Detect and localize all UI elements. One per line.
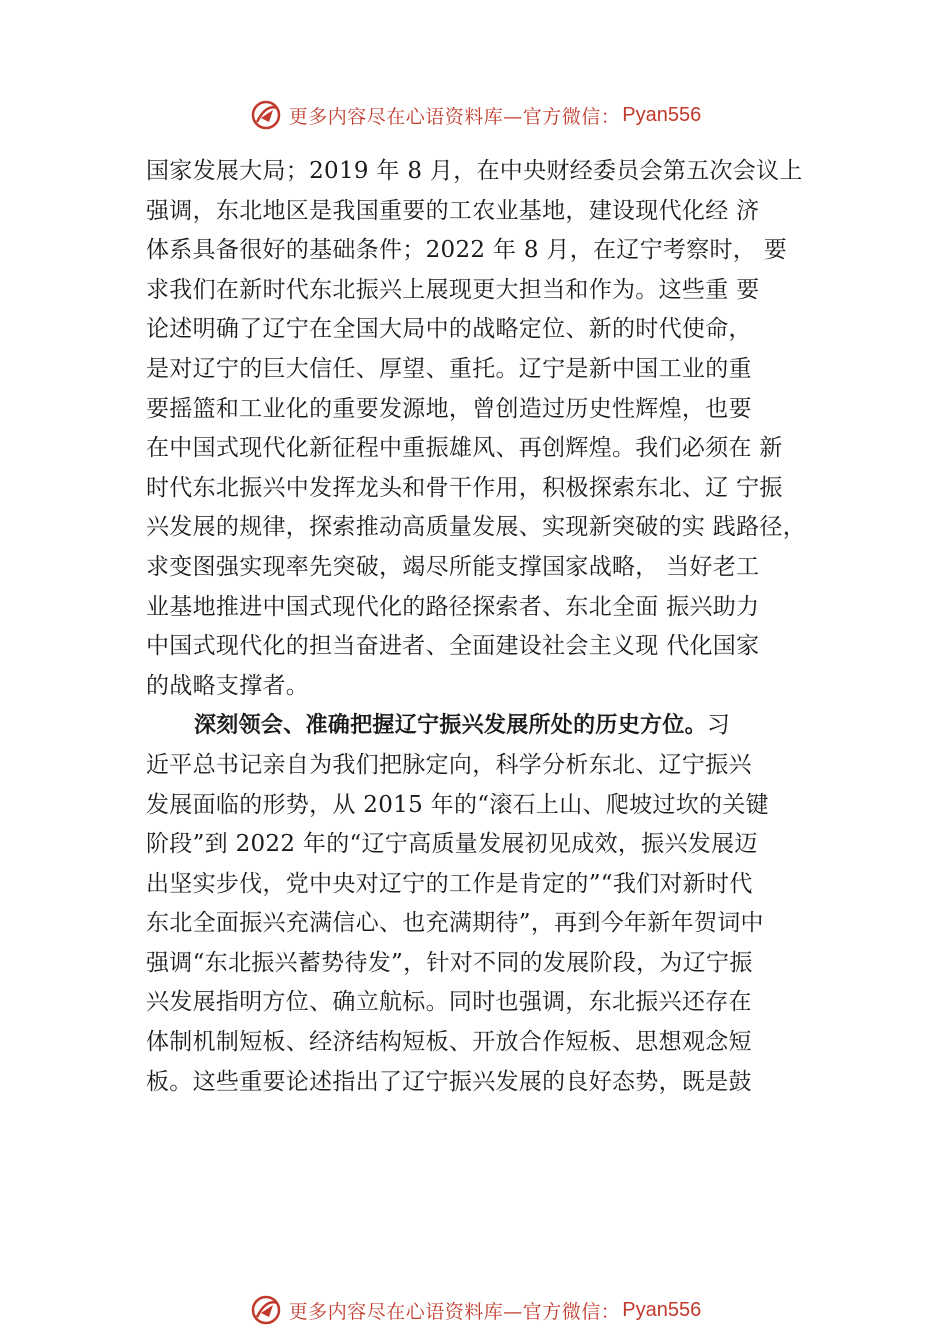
text-line: 论述明确了辽宁在全国大局中的战略定位、新的时代使命，	[146, 316, 752, 343]
text-line: 兴发展指明方位、确立航标。同时也强调，东北振兴还存在	[146, 989, 752, 1016]
section-heading: 深刻领会、准确把握辽宁振兴发展所处的历史方位。	[194, 713, 707, 739]
text-line: 体系具备很好的基础条件；2022 年 8 月，在辽宁考察时， 要	[146, 237, 788, 264]
text-line: 东北全面振兴充满信心、也充满期待”，再到今年新年贺词中	[146, 910, 764, 937]
text-line: 时代东北振兴中发挥龙头和骨干作用，积极探索东北、辽 宁振	[146, 474, 783, 501]
document-body	[146, 152, 846, 1102]
text-line: 是对辽宁的巨大信任、厚望、重托。辽宁是新中国工业的重	[146, 355, 752, 382]
paragraph-1	[146, 152, 846, 706]
footer-text: 更多内容尽在心语资料库—官方微信：	[288, 1300, 621, 1323]
text-fragment: 习	[706, 712, 731, 739]
paragraph-2-first-line	[146, 706, 846, 746]
text-line: 要摇篮和工业化的重要发源地，曾创造过历史性辉煌，也要	[146, 395, 752, 422]
text-line: 强调“东北振兴蓄势待发”，针对不同的发展阶段，为辽宁振	[146, 949, 753, 976]
text-line: 的战略支撑者。	[146, 672, 310, 699]
text-line: 出坚实步伐，党中央对辽宁的工作是肯定的”“我们对新时代	[146, 870, 753, 897]
text-line: 在中国式现代化新征程中重振雄风、再创辉煌。我们必须在 新	[146, 435, 783, 462]
text-line: 业基地推进中国式现代化的路径探索者、东北全面 振兴助力	[146, 593, 760, 620]
paragraph-2	[146, 706, 846, 1102]
footer-wechat-id: Pyan556	[622, 1298, 702, 1321]
text-line: 阶段”到 2022 年的“辽宁高质量发展初见成效，振兴发展迈	[146, 831, 758, 858]
header-banner	[0, 95, 950, 135]
text-line: 中国式现代化的担当奋进者、全面建设社会主义现 代化国家	[146, 633, 760, 660]
text-line: 近平总书记亲自为我们把脉定向，科学分析东北、辽宁振兴	[146, 751, 752, 778]
text-line: 求变图强实现率先突破，竭尽所能支撑国家战略， 当好老工	[146, 553, 760, 580]
brand-logo-icon	[249, 98, 283, 132]
brand-logo-icon	[249, 1293, 283, 1327]
text-line: 强调，东北地区是我国重要的工农业基地，建设现代化经 济	[146, 197, 760, 224]
text-line: 求我们在新时代东北振兴上展现更大担当和作为。这些重 要	[146, 276, 760, 303]
text-line: 板。这些重要论述指出了辽宁振兴发展的良好态势，既是鼓	[146, 1068, 752, 1095]
footer-banner	[0, 1290, 950, 1330]
text-line: 兴发展的规律，探索推动高质量发展、实现新突破的实 践路径，	[146, 514, 807, 541]
text-line: 体制机制短板、经济结构短板、开放合作短板、思想观念短	[146, 1029, 752, 1056]
text-line: 国家发展大局；2019 年 8 月，在中央财经委员会第五次会议上	[146, 158, 803, 184]
text-line: 发展面临的形势，从 2015 年的“滚石上山、爬坡过坎的关键	[146, 791, 769, 818]
header-text: 更多内容尽在心语资料库—官方微信：	[288, 105, 621, 128]
header-wechat-id: Pyan556	[622, 103, 702, 126]
